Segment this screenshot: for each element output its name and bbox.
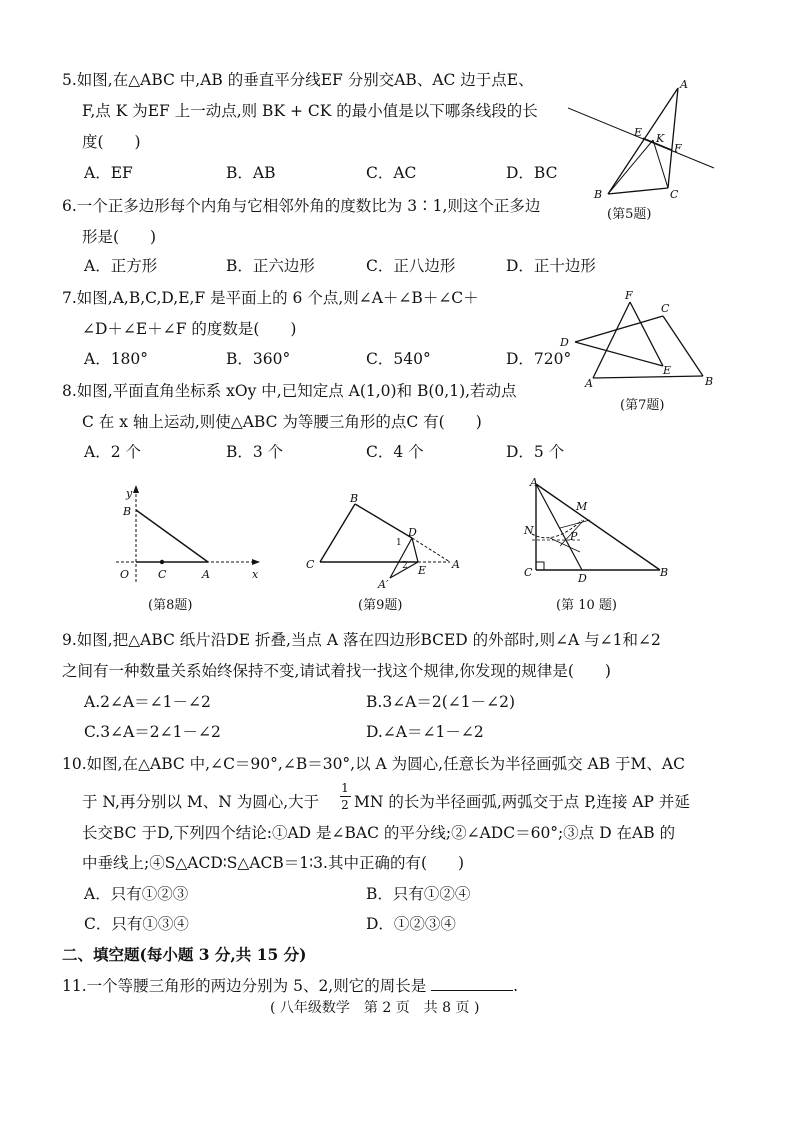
q5-option-a: A．EF: [84, 164, 133, 182]
q5-option-b: B．AB: [226, 164, 276, 182]
q10-label-m: M: [576, 500, 588, 513]
q5-figure: [568, 78, 718, 203]
q8-line-1: 8.如图,平面直角坐标系 xOy 中,已知定点 A(1,0)和 B(0,1),若动点: [62, 382, 517, 400]
q5-label-b: B: [594, 188, 603, 201]
q10-option-d: D．①②③④: [366, 915, 456, 933]
q7-label-b: B: [705, 375, 714, 388]
q10-line-2b: MN 的长为半径画弧,两弧交于点 P,连接 AP 并延: [354, 793, 690, 811]
q10-label-c: C: [524, 566, 533, 579]
q8-option-c: C．4 个: [366, 443, 424, 461]
q9-label-a: A: [452, 558, 460, 571]
q7-figure-caption: (第7题): [620, 398, 665, 413]
q9-label-d: D: [408, 526, 417, 539]
q8-option-a: A．2 个: [84, 443, 141, 461]
q7-option-d: D．720°: [506, 350, 572, 368]
q7-option-b: B．360°: [226, 350, 291, 368]
q10-line-2a: 于 N,再分别以 M、N 为圆心,大于: [82, 793, 320, 811]
q10-label-d: D: [578, 572, 587, 585]
q9-option-d: D.∠A＝∠1－∠2: [366, 723, 484, 741]
q7-label-e: E: [663, 364, 672, 377]
q9-label-1: 1: [396, 538, 402, 548]
q10-frac-den: 2: [341, 798, 349, 812]
q11-answer-blank[interactable]: [431, 976, 513, 991]
q8-figure: [112, 484, 267, 586]
q11-text: 11.一个等腰三角形的两边分别为 5、2,则它的周长是: [62, 977, 427, 995]
q10-line-3: 长交BC 于D,下列四个结论:①AD 是∠BAC 的平分线;②∠ADC＝60°;③点 D 在AB 的: [82, 824, 676, 842]
q10-frac-num: 1: [341, 781, 349, 795]
q5-option-d: D．BC: [506, 164, 558, 182]
q7-option-c: C．540°: [366, 350, 431, 368]
q5-figure-caption: (第5题): [607, 207, 652, 222]
q8-label-c: C: [158, 568, 167, 581]
q6-line-1: 6.一个正多边形每个内角与它相邻外角的度数比为 3∶1,则这个正多边: [62, 197, 541, 215]
q9-label-e: E: [418, 564, 427, 577]
q7-label-a: A: [585, 377, 593, 388]
q10-frac-bar: [340, 796, 351, 797]
page-footer: ( 八年级数学 第 2 页 共 8 页 ): [270, 1000, 480, 1016]
q9-option-c: C.3∠A＝2∠1－∠2: [84, 723, 221, 741]
q7-label-c: C: [661, 302, 670, 315]
q9-label-2: 2: [402, 561, 408, 571]
section-2-title: 二、填空题(每小题 3 分,共 15 分): [62, 945, 307, 964]
q5-label-f: F: [674, 142, 682, 155]
q7-label-f: F: [625, 289, 633, 302]
q9-line-1: 9.如图,把△ABC 纸片沿DE 折叠,当点 A 落在四边形BCED 的外部时,则∠A 与∠1和∠2: [62, 631, 661, 649]
q10-figure-caption: (第 10 题): [556, 598, 617, 613]
q9-label-b: B: [350, 492, 359, 505]
q9-figure: [300, 490, 470, 592]
q10-option-c: C．只有①③④: [84, 915, 189, 933]
q7-line-2: ∠D＋∠E＋∠F 的度数是( ): [82, 320, 297, 338]
q5-label-e: E: [634, 126, 643, 139]
q6-option-c: C．正八边形: [366, 257, 456, 275]
q8-option-b: B．3 个: [226, 443, 284, 461]
q10-label-a: A: [530, 476, 538, 489]
q9-label-c: C: [306, 558, 315, 571]
q10-label-n: N: [524, 524, 534, 537]
q8-label-y: y: [126, 487, 133, 500]
q10-figure: [520, 476, 680, 588]
q8-label-o: O: [120, 568, 130, 581]
q5-label-k: K: [656, 132, 665, 145]
q8-label-b: B: [123, 505, 132, 518]
q10-label-p: P: [570, 530, 578, 543]
q7-line-1: 7.如图,A,B,C,D,E,F 是平面上的 6 个点,则∠A＋∠B＋∠C＋: [62, 289, 479, 307]
q8-line-2: C 在 x 轴上运动,则使△ABC 为等腰三角形的点C 有( ): [82, 413, 482, 431]
q7-figure: [555, 288, 720, 388]
q10-option-a: A．只有①②③: [84, 885, 189, 903]
q11-line: [62, 976, 518, 996]
q5-line-1: 5.如图,在△ABC 中,AB 的垂直平分线EF 分别交AB、AC 边于点E、: [62, 71, 534, 89]
q10-line-4: 中垂线上;④S△ACD∶S△ACB＝1∶3.其中正确的有( ): [82, 854, 465, 872]
q5-line-2: F,点 K 为EF 上一动点,则 BK + CK 的最小值是以下哪条线段的长: [82, 102, 538, 120]
q7-label-d: D: [560, 336, 569, 349]
q10-label-b: B: [660, 566, 669, 579]
q9-line-2: 之间有一种数量关系始终保持不变,请试着找一找这个规律,你发现的规律是( ): [62, 662, 611, 680]
q9-figure-caption: (第9题): [358, 598, 403, 613]
q5-line-3: 度( ): [82, 133, 141, 151]
q9-option-b: B.3∠A＝2(∠1－∠2): [366, 693, 516, 711]
q5-option-c: C．AC: [366, 164, 417, 182]
q6-line-2: 形是( ): [82, 228, 157, 246]
q5-label-a: A: [680, 78, 688, 91]
q9-label-a-prime: A′: [378, 578, 389, 591]
q8-label-x: x: [252, 568, 259, 581]
q11-end: .: [513, 977, 519, 995]
q9-option-a: A.2∠A＝∠1－∠2: [84, 693, 211, 711]
q7-option-a: A．180°: [84, 350, 149, 368]
q8-figure-caption: (第8题): [148, 598, 193, 613]
q10-option-b: B．只有①②④: [366, 885, 471, 903]
q6-option-a: A．正方形: [84, 257, 158, 275]
q5-label-c: C: [670, 188, 679, 201]
q10-line-1: 10.如图,在△ABC 中,∠C＝90°,∠B＝30°,以 A 为圆心,任意长为半径画弧交 AB 于M、AC: [62, 755, 685, 773]
q6-option-b: B．正六边形: [226, 257, 315, 275]
q8-label-a: A: [202, 568, 210, 581]
q8-option-d: D．5 个: [506, 443, 565, 461]
q6-option-d: D．正十边形: [506, 257, 596, 275]
